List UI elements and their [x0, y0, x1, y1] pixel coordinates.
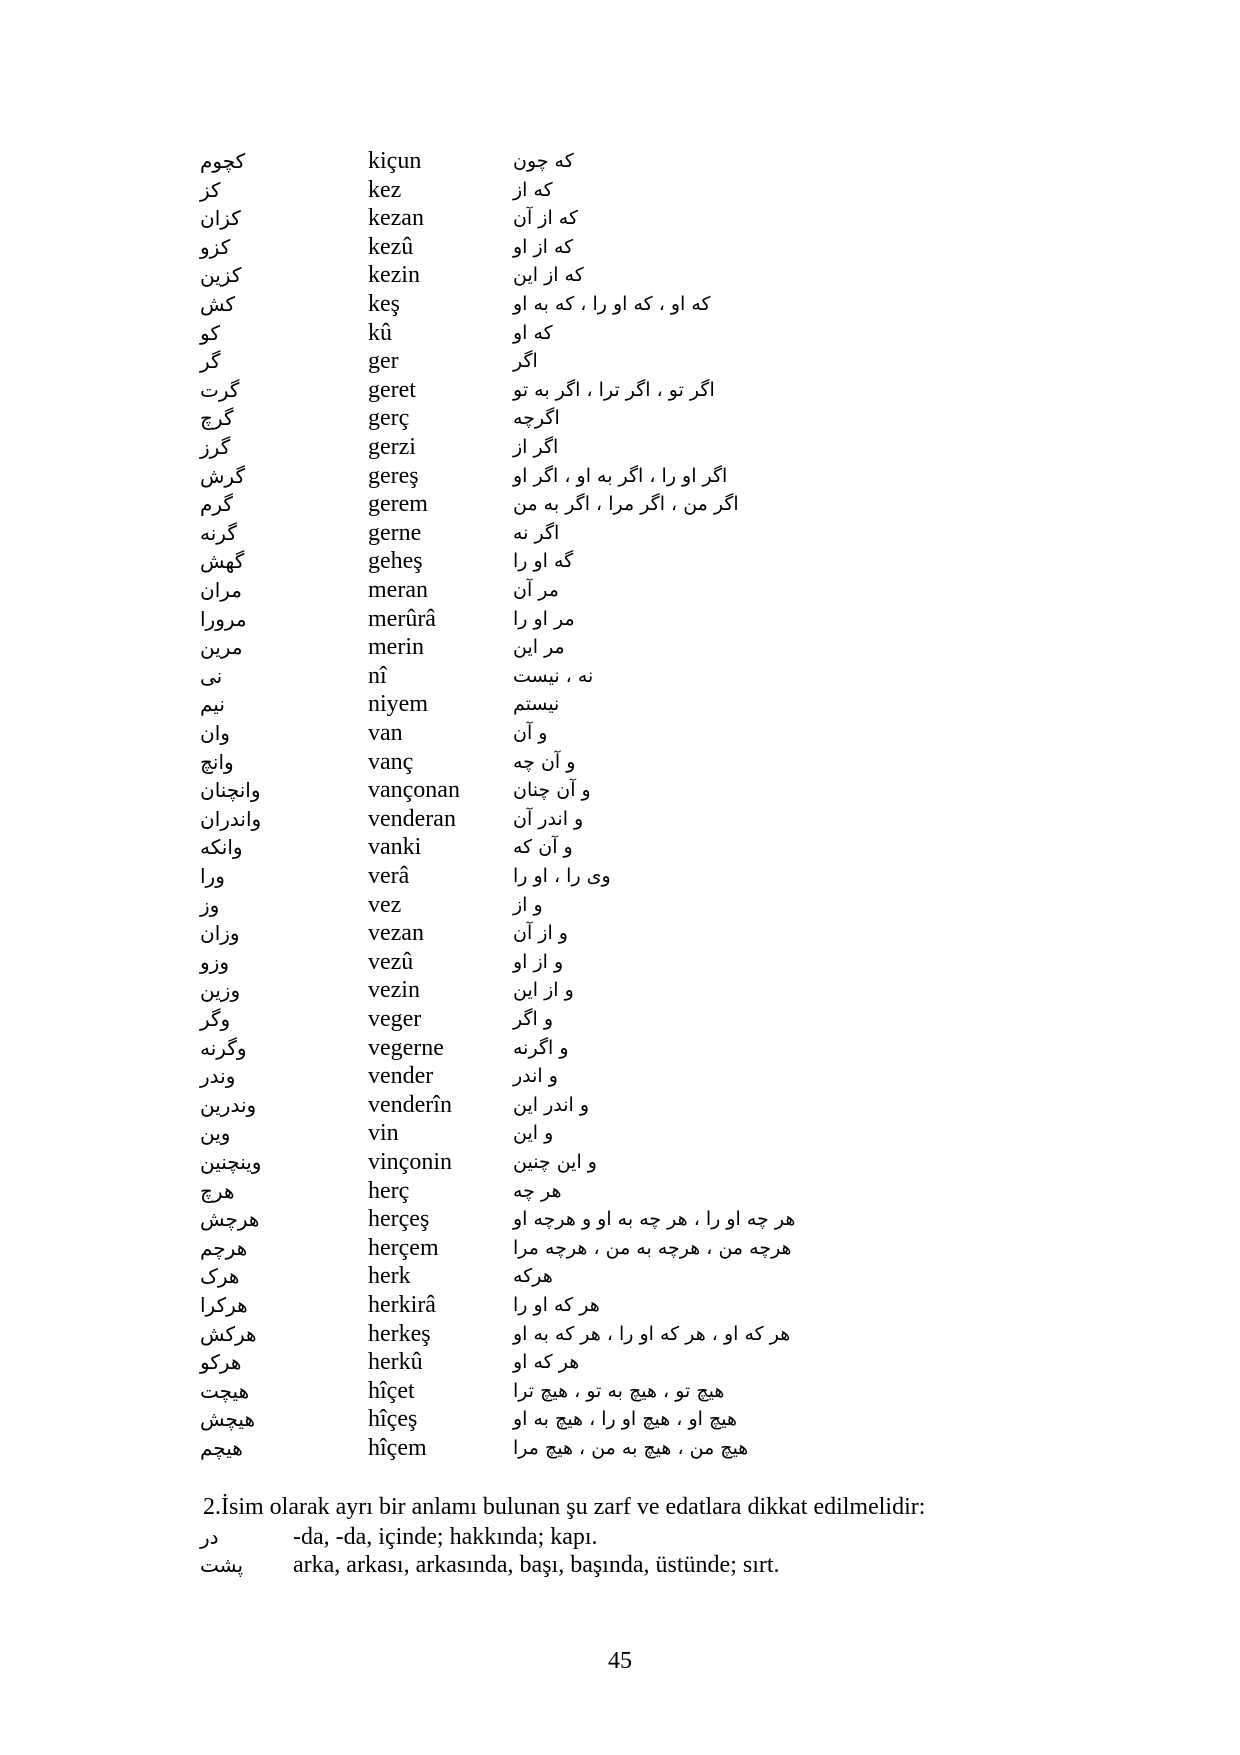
word-row	[0, 347, 1240, 376]
latin-transcription: vanç	[368, 748, 414, 775]
latin-transcription: gerç	[368, 405, 410, 432]
persian-meaning: و از این	[513, 979, 574, 1002]
persian-word: وان	[200, 721, 230, 745]
word-row	[0, 490, 1240, 519]
persian-word: مرورا	[200, 606, 247, 631]
latin-transcription: kiçun	[368, 148, 422, 174]
persian-meaning: اگر تو ، اگر ترا ، اگر به تو	[513, 378, 715, 401]
persian-meaning: و آن چنان	[513, 779, 591, 802]
word-row	[0, 462, 1240, 491]
persian-word: وز	[200, 892, 220, 917]
latin-transcription: vender	[368, 1063, 434, 1090]
word-row	[0, 1320, 1240, 1349]
persian-word: وندرین	[200, 1092, 257, 1117]
persian-meaning: و این چنین	[513, 1151, 597, 1173]
persian-word: هیچش	[200, 1407, 255, 1432]
latin-transcription: gerne	[368, 519, 422, 546]
persian-meaning: که از آن	[513, 207, 578, 230]
persian-word: نیم	[200, 692, 225, 717]
word-row	[0, 1291, 1240, 1320]
persian-meaning: که او	[513, 321, 553, 344]
persian-meaning: و آن چه	[513, 750, 576, 773]
persian-word: مران	[200, 578, 242, 602]
word-row	[0, 519, 1240, 548]
latin-transcription: van	[368, 720, 403, 746]
persian-meaning: گه او را	[513, 550, 574, 573]
word-row	[0, 376, 1240, 405]
persian-meaning: اگر من ، اگر مرا ، اگر به من	[513, 493, 739, 516]
persian-word: هرک	[200, 1264, 240, 1289]
word-row	[0, 1034, 1240, 1063]
persian-meaning: و اندر این	[513, 1093, 589, 1116]
persian-word: وگرنه	[200, 1035, 247, 1060]
persian-word: وینچنین	[200, 1150, 262, 1174]
word-row	[0, 748, 1240, 777]
latin-transcription: vanki	[368, 834, 422, 861]
persian-meaning: هر چه او را ، هر چه به او و هرچه او	[513, 1208, 796, 1231]
latin-transcription: herkeş	[368, 1320, 431, 1347]
persian-meaning: هر چه	[513, 1179, 562, 1202]
latin-transcription: niyem	[368, 691, 428, 718]
word-row	[0, 1205, 1240, 1234]
latin-transcription: vin	[368, 1120, 399, 1147]
persian-word: کزو	[200, 234, 231, 259]
persian-meaning: مر آن	[513, 579, 559, 601]
word-row	[0, 319, 1240, 348]
latin-transcription: merin	[368, 634, 424, 661]
latin-transcription: hîçet	[368, 1377, 415, 1404]
latin-transcription: veger	[368, 1006, 422, 1032]
persian-word: گرت	[200, 377, 240, 402]
latin-transcription: herçem	[368, 1234, 439, 1261]
word-row	[0, 1005, 1240, 1034]
word-row	[0, 1377, 1240, 1406]
persian-meaning: هرچه من ، هرچه به من ، هرچه مرا	[513, 1236, 792, 1259]
persian-word: وانکه	[200, 835, 243, 860]
persian-meaning: که چون	[513, 150, 574, 172]
latin-transcription: vançonan	[368, 777, 460, 804]
persian-word: هرچ	[200, 1178, 235, 1203]
latin-transcription: gerem	[368, 491, 428, 518]
note-word: پشت	[200, 1553, 244, 1577]
persian-meaning: اگر	[513, 350, 538, 373]
persian-meaning: و این	[513, 1122, 554, 1145]
latin-transcription: kezan	[368, 205, 424, 232]
word-row	[0, 1234, 1240, 1263]
note-item	[0, 1522, 1240, 1552]
word-row	[0, 1062, 1240, 1091]
word-row	[0, 1091, 1240, 1120]
persian-meaning: هیچ او ، هیچ او را ، هیچ به او	[513, 1408, 737, 1431]
word-row	[0, 719, 1240, 748]
latin-transcription: ger	[368, 348, 399, 375]
persian-meaning: هرکه	[513, 1265, 553, 1288]
persian-meaning: و اگرنه	[513, 1036, 569, 1059]
persian-word: وزین	[200, 978, 241, 1003]
latin-transcription: vez	[368, 891, 402, 918]
latin-transcription: vezin	[368, 977, 420, 1004]
note-text: arka, arkası, arkasında, başı, başında, üstünde; sırt.	[293, 1552, 780, 1578]
persian-meaning: مر او را	[513, 607, 575, 630]
latin-transcription: gerzi	[368, 434, 416, 460]
page-number: 45	[608, 1648, 632, 1674]
word-row	[0, 662, 1240, 691]
persian-meaning: اگر از	[513, 436, 559, 458]
word-row	[0, 919, 1240, 948]
persian-word: گرچ	[200, 406, 234, 431]
latin-transcription: venderîn	[368, 1091, 452, 1118]
persian-meaning: هر که او را	[513, 1294, 600, 1316]
persian-word: هرچش	[200, 1207, 260, 1232]
persian-word: هرکرا	[200, 1293, 248, 1317]
persian-meaning: وی را ، او را	[513, 865, 611, 887]
persian-word: گرز	[200, 435, 231, 459]
latin-transcription: vezan	[368, 920, 424, 947]
persian-meaning: و آن که	[513, 836, 573, 859]
word-row	[0, 1348, 1240, 1377]
persian-word: کچوم	[200, 149, 246, 173]
persian-word: هرچم	[200, 1235, 248, 1260]
word-row	[0, 633, 1240, 662]
latin-transcription: kezû	[368, 233, 414, 260]
persian-word: گرنه	[200, 520, 237, 545]
persian-word: نی	[200, 663, 223, 688]
persian-meaning: مر این	[513, 636, 565, 659]
persian-meaning: و اگر	[513, 1008, 554, 1030]
persian-word: واندران	[200, 806, 262, 831]
word-row	[0, 204, 1240, 233]
persian-word: کزین	[200, 263, 242, 288]
persian-word: هیچت	[200, 1378, 250, 1403]
word-row	[0, 605, 1240, 634]
latin-transcription: vinçonin	[368, 1149, 452, 1175]
persian-meaning: که از این	[513, 264, 584, 287]
persian-word: گهش	[200, 549, 245, 574]
latin-transcription: gereş	[368, 462, 419, 489]
latin-transcription: hîçem	[368, 1435, 427, 1461]
word-row	[0, 233, 1240, 262]
latin-transcription: geret	[368, 376, 416, 403]
word-row	[0, 1119, 1240, 1148]
persian-word: گر	[200, 349, 221, 374]
persian-meaning: اگر نه	[513, 521, 560, 544]
persian-meaning: و آن	[513, 722, 548, 744]
latin-transcription: herkirâ	[368, 1292, 436, 1318]
latin-transcription: meran	[368, 577, 428, 603]
latin-transcription: venderan	[368, 805, 456, 832]
persian-meaning: و اندر	[513, 1065, 558, 1088]
persian-word: کز	[200, 177, 221, 202]
latin-transcription: vegerne	[368, 1034, 444, 1061]
word-row	[0, 690, 1240, 719]
latin-transcription: nî	[368, 662, 387, 689]
persian-word: کو	[200, 320, 220, 345]
persian-word: هیچم	[200, 1436, 243, 1460]
persian-meaning: هیچ من ، هیچ به من ، هیچ مرا	[513, 1437, 749, 1459]
note-title: 2.İsim olarak ayrı bir anlamı bulunan şu zarf ve edatlara dikkat edilmelidir:	[203, 1494, 926, 1520]
persian-word: وین	[200, 1121, 231, 1146]
persian-meaning: اگر او را ، اگر به او ، اگر او	[513, 464, 728, 487]
persian-meaning: و از او	[513, 950, 564, 973]
persian-meaning: اگرچه	[513, 407, 560, 430]
persian-word: وانچ	[200, 749, 234, 774]
note-text: -da, -da, içinde; hakkında; kapı.	[293, 1524, 598, 1550]
latin-transcription: geheş	[368, 548, 423, 575]
word-row	[0, 1262, 1240, 1291]
persian-word: کزان	[200, 206, 241, 231]
persian-meaning: نه ، نیست	[513, 664, 594, 687]
persian-meaning: هر که او	[513, 1351, 580, 1374]
word-row	[0, 433, 1240, 462]
latin-transcription: hîçeş	[368, 1406, 418, 1433]
persian-word: مرین	[200, 635, 243, 660]
word-row	[0, 261, 1240, 290]
latin-transcription: kez	[368, 176, 402, 203]
word-row	[0, 862, 1240, 891]
persian-word: هرکش	[200, 1321, 257, 1346]
persian-meaning: هیچ تو ، هیچ به تو ، هیچ ترا	[513, 1379, 725, 1402]
word-row	[0, 176, 1240, 205]
latin-transcription: kezin	[368, 262, 420, 289]
latin-transcription: vezû	[368, 948, 414, 975]
latin-transcription: herçeş	[368, 1206, 430, 1233]
word-row	[0, 576, 1240, 605]
word-row	[0, 1177, 1240, 1206]
word-row	[0, 833, 1240, 862]
persian-word: کش	[200, 292, 236, 316]
latin-transcription: keş	[368, 291, 400, 317]
latin-transcription: herç	[368, 1177, 410, 1204]
persian-meaning: و از	[513, 893, 543, 916]
persian-meaning: و اندر آن	[513, 807, 584, 830]
persian-meaning: که او ، که او را ، که به او	[513, 293, 711, 315]
word-row	[0, 1434, 1240, 1463]
persian-meaning: و از آن	[513, 922, 568, 945]
persian-word: وگر	[200, 1007, 231, 1031]
word-row	[0, 976, 1240, 1005]
word-row	[0, 805, 1240, 834]
persian-meaning: که از	[513, 178, 553, 201]
persian-word: وزو	[200, 949, 229, 974]
persian-meaning: هر که او ، هر که او را ، هر که به او	[513, 1322, 791, 1345]
word-row	[0, 547, 1240, 576]
word-row	[0, 1405, 1240, 1434]
latin-transcription: kû	[368, 319, 392, 346]
persian-word: ورا	[200, 864, 225, 888]
persian-word: وانچنان	[200, 778, 261, 803]
latin-transcription: merûrâ	[368, 605, 436, 632]
persian-word: گرم	[200, 492, 233, 517]
latin-transcription: herkû	[368, 1349, 423, 1376]
word-row	[0, 891, 1240, 920]
word-row	[0, 290, 1240, 319]
persian-word: گرش	[200, 463, 245, 488]
persian-meaning: که از او	[513, 235, 574, 258]
persian-meaning: نیستم	[513, 693, 560, 716]
persian-word: هرکو	[200, 1350, 242, 1375]
note-word: در	[200, 1525, 219, 1549]
word-row	[0, 776, 1240, 805]
word-row	[0, 147, 1240, 176]
persian-word: وندر	[200, 1064, 236, 1089]
word-row	[0, 404, 1240, 433]
note-item	[0, 1550, 1240, 1580]
latin-transcription: verâ	[368, 863, 410, 889]
latin-transcription: herk	[368, 1263, 411, 1290]
word-row	[0, 948, 1240, 977]
word-row	[0, 1148, 1240, 1177]
persian-word: وزان	[200, 921, 240, 946]
